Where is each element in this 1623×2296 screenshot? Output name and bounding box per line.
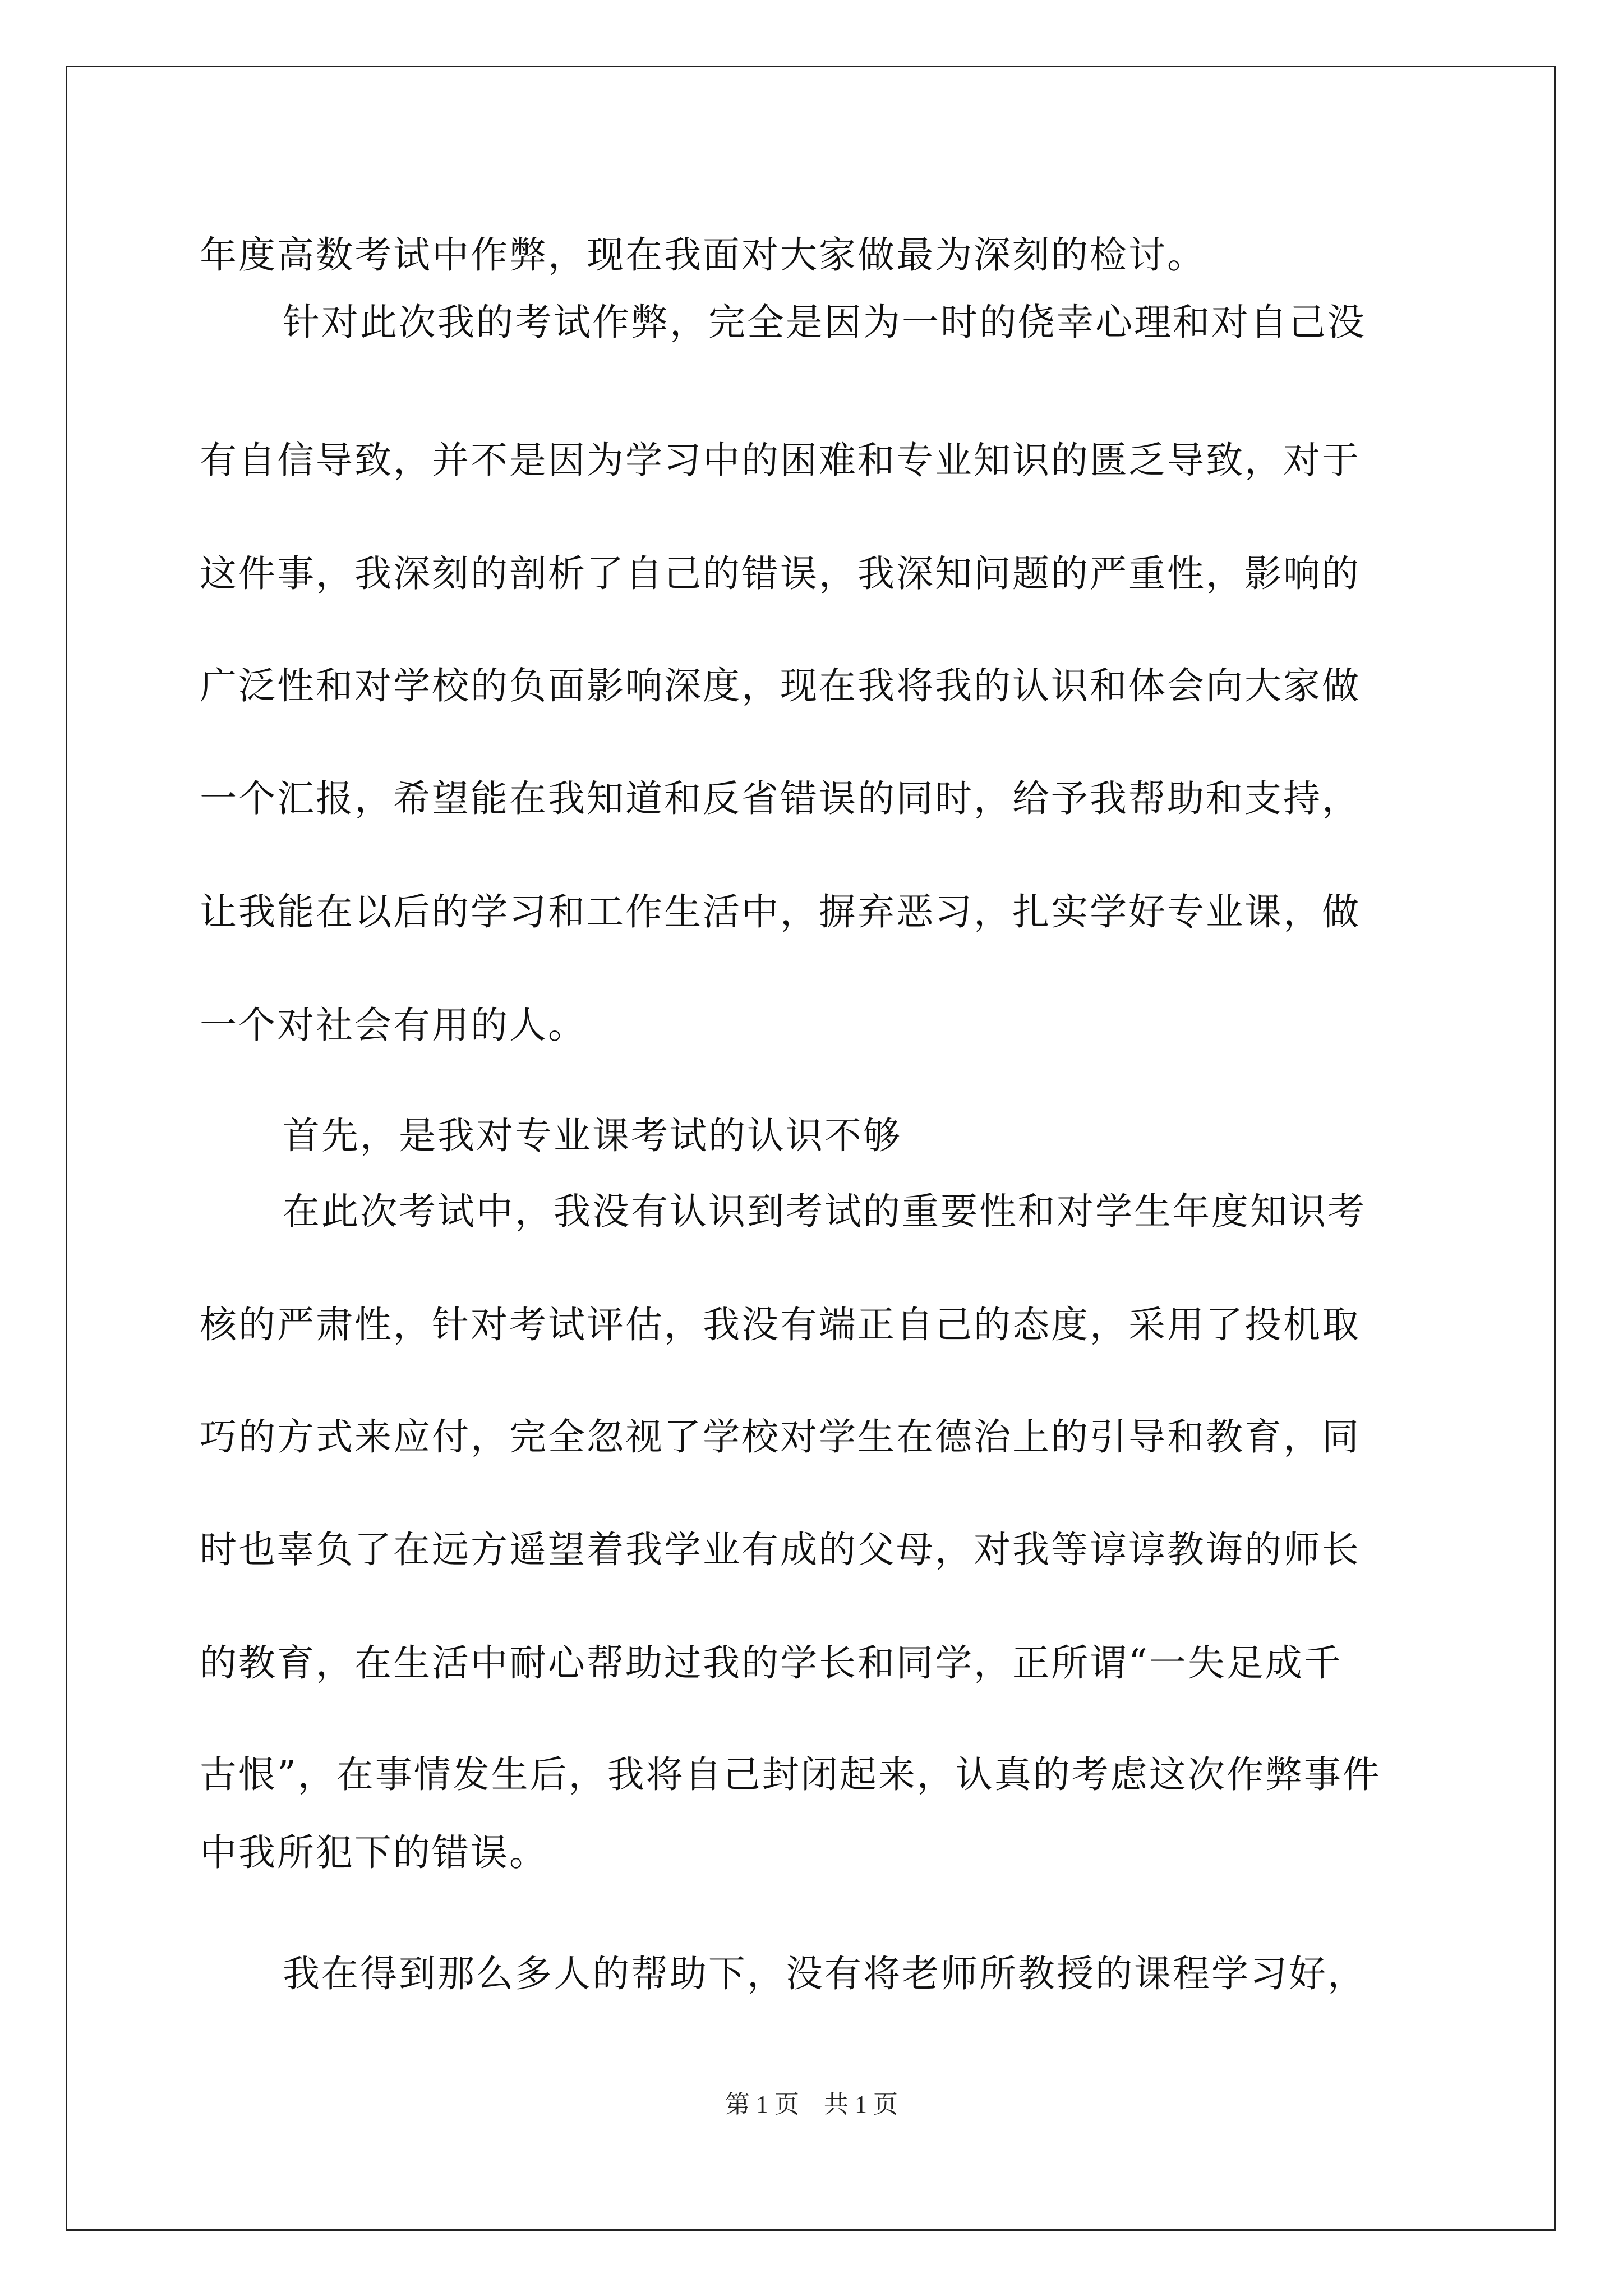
- text-line: 在此次考试中，我没有认识到考试的重要性和对学生年度知识考: [283, 1190, 1366, 1233]
- text-line: 的教育，在生活中耐心帮助过我的学长和同学，正所谓“一失足成千: [200, 1641, 1343, 1685]
- text-line: 一个对社会有用的人。: [200, 1004, 587, 1047]
- text-line: 针对此次我的考试作弊，完全是因为一时的侥幸心理和对自己没: [283, 301, 1366, 344]
- text-line: 年度高数考试中作弊，现在我面对大家做最为深刻的检讨。: [200, 233, 1206, 277]
- text-line: 让我能在以后的学习和工作生活中，摒弃恶习，扎实学好专业课，做: [200, 890, 1361, 933]
- text-line: 核的严肃性，针对考试评估，我没有端正自己的态度，采用了投机取: [200, 1303, 1361, 1346]
- text-line: 首先，是我对专业课考试的认识不够: [283, 1114, 902, 1157]
- text-line: 这件事，我深刻的剖析了自己的错误，我深知问题的严重性，影响的: [200, 552, 1361, 595]
- text-line: 巧的方式来应付，完全忽视了学校对学生在德治上的引导和教育，同: [200, 1415, 1361, 1458]
- text-line: 广泛性和对学校的负面影响深度，现在我将我的认识和体会向大家做: [200, 664, 1361, 707]
- text-line: 中我所犯下的错误。: [200, 1831, 548, 1874]
- text-line: 我在得到那么多人的帮助下，没有将老师所教授的课程学习好，: [283, 1952, 1366, 1995]
- text-line: 有自信导致，并不是因为学习中的困难和专业知识的匮乏导致，对于: [200, 439, 1361, 482]
- text-line: 古恨”，在事情发生后，我将自己封闭起来，认真的考虑这次作弊事件: [200, 1753, 1381, 1796]
- text-line: 时也辜负了在远方遥望着我学业有成的父母，对我等谆谆教诲的师长: [200, 1528, 1361, 1571]
- page-number-footer: 第 1 页 共 1 页: [725, 2091, 898, 2118]
- text-line: 一个汇报，希望能在我知道和反省错误的同时，给予我帮助和支持，: [200, 777, 1361, 820]
